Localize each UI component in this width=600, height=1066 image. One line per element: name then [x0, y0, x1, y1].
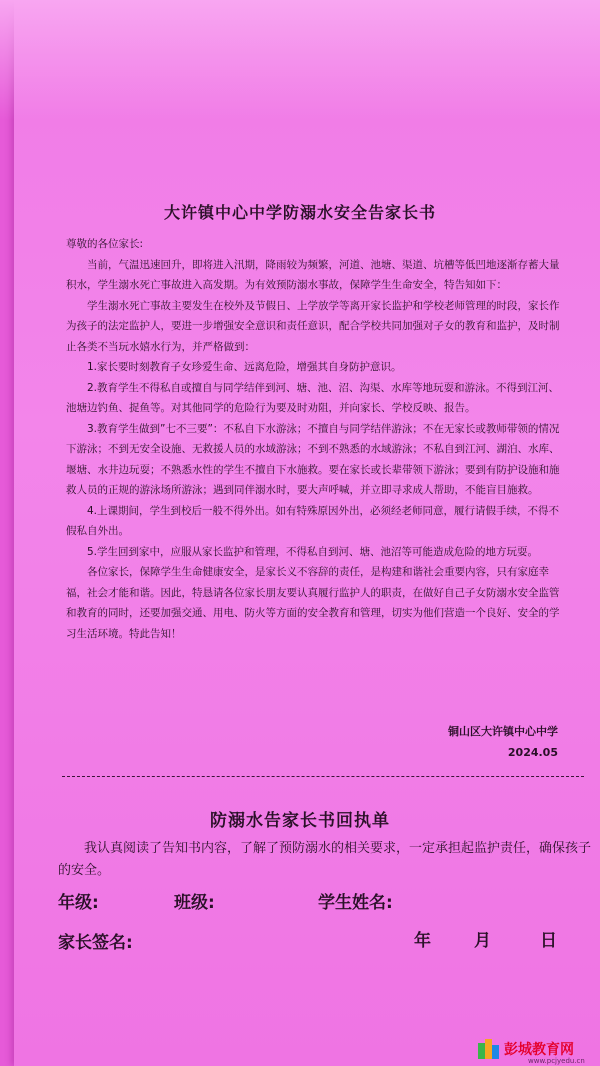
- year-label: 年: [414, 931, 431, 951]
- letter-title: 大许镇中心中学防溺水安全告家长书: [163, 203, 436, 222]
- parent-signature-label: 家长签名:: [58, 933, 133, 953]
- body-paragraph: 3.教育学生做到”七不三要”：不私自下水游泳；不擅自与同学结伴游泳；不在无家长或教师带领的情况下游泳；不到无安全设施、无救援人员的水域游泳；不到不熟悉的水域游泳；不私自到江河、湖泊、水库、堰塘、水井边玩耍；不熟悉水性的学生不擅自下水施救。要在家长或长辈带领下游泳；要到有防护设施和施救人员的正规的游泳场所游泳；遇到同伴溺水时，要大声呼喊，并立即寻求成人帮助，不能盲目施救。: [66, 422, 560, 496]
- body-paragraph: 2.教育学生不得私自或擅自与同学结伴到河、塘、池、沼、沟渠、水库等地玩耍和游泳。不得到江河、池塘边钓鱼、捉鱼等。对其他同学的危险行为要及时劝阻，并向家长、学校反映、报告。: [66, 381, 560, 414]
- letter-body: [66, 234, 561, 644]
- body-paragraph: 1.家长要时刻教育子女珍爱生命、远离危险，增强其自身防护意识。: [87, 361, 402, 373]
- day-label: 日: [540, 931, 557, 951]
- body-paragraph: 5.学生回到家中，应服从家长监护和管理，不得私自到河、塘、池沼等可能造成危险的地方玩耍。: [87, 545, 539, 558]
- signature-school: 铜山区大许镇中心中学: [448, 725, 558, 738]
- closing-paragraph: 各位家长，保障学生生命健康安全，是家长义不容辞的责任，是构建和谐社会重要内容，只有家庭幸福，社会才能和谐。因此，特恳请各位家长朋友要认真履行监护人的职责，在做好自己子女防溺水安全监管和教育的同时，还要加强交通、用电、防火等方面的安全教育和管理，切实为他们营造一个良好、安全的学习生活环境。特此告知！: [66, 566, 560, 640]
- class-label: 班级:: [174, 893, 215, 913]
- month-label: 月: [474, 931, 491, 951]
- cut-line: [62, 776, 584, 777]
- receipt-statement-text: 我认真阅读了告知书内容，了解了预防溺水的相关要求，一定承担起监护责任，确保孩子的安全。: [58, 841, 592, 878]
- receipt-title: 防溺水告家长书回执单: [210, 811, 390, 831]
- books-icon: [478, 1039, 500, 1059]
- body-paragraph: 学生溺水死亡事故主要发生在校外及节假日、上学放学等离开家长监护和学校老师管理的时段，家长作为孩子的法定监护人，要进一步增强安全意识和责任意识，配合学校共同加强对子女的教育和监护，及时制止各类不当玩水嬉水行为，并严格做到：: [66, 299, 560, 353]
- watermark-url: www.pcjyedu.cn: [528, 1057, 585, 1065]
- signature-date: 2024.05: [507, 746, 558, 759]
- salutation: 尊敬的各位家长:: [66, 238, 144, 250]
- student-name-label: 学生姓名:: [318, 893, 393, 913]
- receipt-statement: [58, 838, 593, 882]
- body-paragraph: 4.上课期间，学生到校后一般不得外出。如有特殊原因外出，必须经老师同意，履行请假手续，不得不假私自外出。: [66, 504, 560, 537]
- body-paragraph: 当前，气温迅速回升，即将进入汛期，降雨较为频繁，河道、池塘、渠道、坑槽等低凹地逐渐存蓄大量积水，学生溺水死亡事故进入高发期。为有效预防溺水事故，保障学生生命安全，特告知如下：: [66, 258, 560, 291]
- watermark-name: 彭城教育网: [504, 1042, 574, 1058]
- grade-label: 年级:: [58, 893, 99, 913]
